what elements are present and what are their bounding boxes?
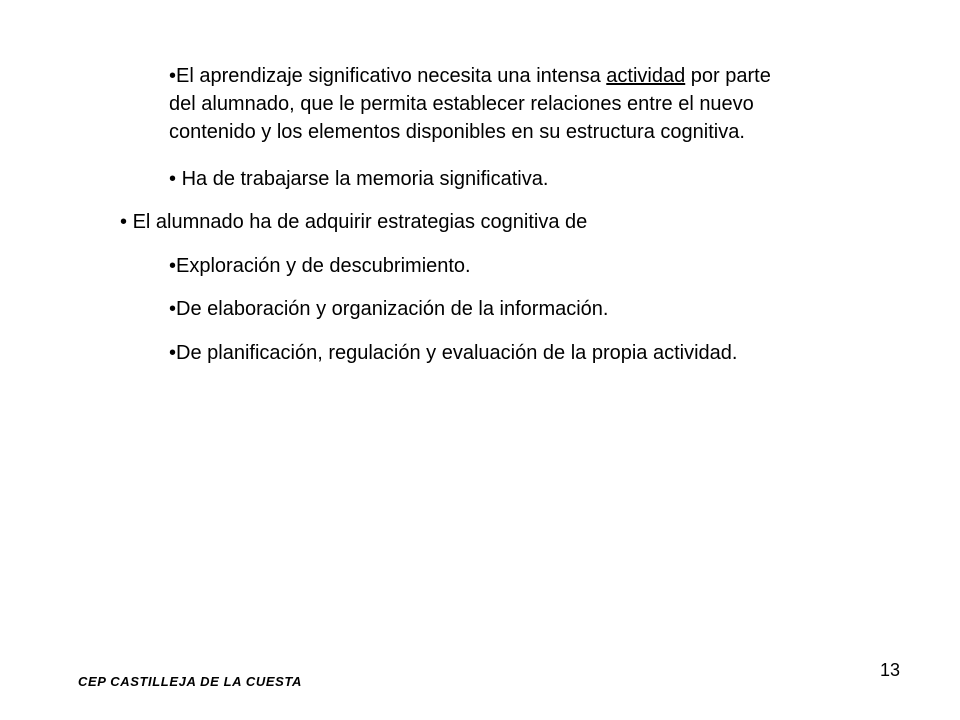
text-segment: El aprendizaje significativo necesita una intensa [176,65,607,87]
paragraph-line: contenido y los elementos disponibles en su estructura cognitiva. [169,121,745,143]
paragraph-text: Exploración y de descubrimiento. [176,255,471,277]
bullet: • [169,168,177,190]
bullet: • [120,211,128,233]
page-number: 13 [880,660,901,680]
paragraph-text: Ha de trabajarse la memoria significativa. [176,168,549,190]
paragraph-text: De planificación, regulación y evaluación de la propia actividad. [176,342,738,364]
paragraph-line: del alumnado, que le permita establecer relaciones entre el nuevo [169,93,754,115]
text-segment: por parte [685,65,771,87]
paragraph-memoria-significativa [169,165,548,193]
paragraph-text: El alumnado ha de adquirir estrategias cognitiva de [127,211,588,233]
paragraph-exploracion [169,252,471,280]
paragraph-elaboracion [169,295,609,323]
paragraph-line [169,62,771,90]
bullet: • [169,342,177,364]
paragraph-aprendizaje-significativo [169,62,771,146]
paragraph-text: De elaboración y organización de la información. [176,298,609,320]
paragraph-estrategias-cognitivas [120,208,587,236]
bullet: • [169,298,177,320]
underlined-word-actividad: actividad [606,65,686,87]
bullet: • [169,255,177,277]
bullet: • [169,65,177,87]
footer-organization: CEP CASTILLEJA DE LA CUESTA [78,674,302,689]
paragraph-planificacion [169,339,737,367]
